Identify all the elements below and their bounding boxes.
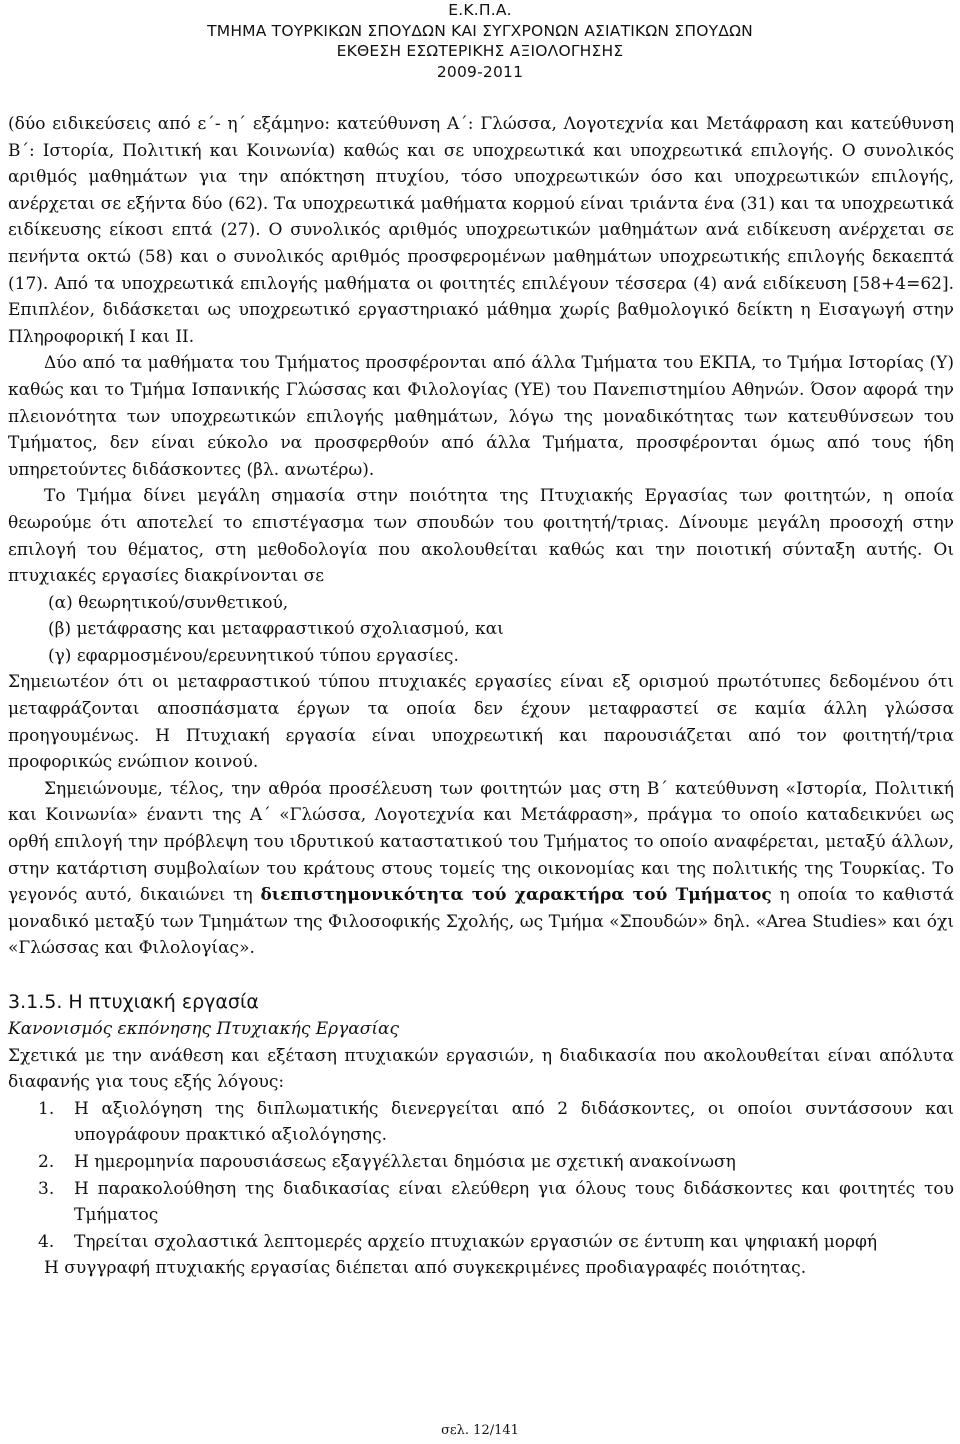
paragraph-external-courses: Δύο από τα μαθήματα του Τμήματος προσφέρονται από άλλα Τμήματα του ΕΚΠΑ, το Τμήμα Ιστορίας (Υ) καθώς και το Τμήμα Ισπανικής Γλώσσας και Φιλολογίας (ΥΕ) του Πανεπιστημίου Αθηνών. Όσον αφορά την πλειονότητα των υποχρεωτικών επιλογής μαθημάτων, λόγω της μοναδικότητας των κατευθύνσεων του Τμήματος, δεν είναι εύκολο να προσφερθούν από άλλα Τμήματα, προσφέρονται όμως από τους ήδη υπηρετούντες διδάσκοντες (βλ. ανωτέρω). bbox=[8, 353, 954, 480]
list-number: 1. bbox=[38, 1098, 55, 1119]
page-number: σελ. 12/141 bbox=[441, 1423, 519, 1438]
thesis-type-a: (α) θεωρητικού/συνθετικού, bbox=[48, 592, 289, 613]
section-subheading: Κανονισμός εκπόνησης Πτυχιακής Εργασίας bbox=[8, 1019, 400, 1039]
paragraph-interdisciplinarity bbox=[8, 776, 954, 962]
page-header bbox=[0, 0, 960, 82]
p5-start: Σημειώνουμε, τέλος, την αθρόα προσέλευση των φοιτητών μας στη Β΄ κατεύθυνση «Ιστορία, Πολιτική και Κοινωνία» έναντι της Α΄ «Γλώσσα, Λογοτεχνία και Μετάφραση», πράγμα το οποίο καταδεικνύει ως ορθή επιλογή την πρόβλεψη του ιδρυτικού καταστατικού του Τμήματος το οποίο αναφέρεται, μεταξύ άλλων, στην κατάρτιση συμβολαίων του κράτους στους τομείς της οικονομίας και της πολιτικής της Τουρκίας. Το γεγονός αυτό, δικαιώνει τη bbox=[8, 778, 954, 906]
list-number: 4. bbox=[38, 1231, 55, 1252]
section-heading: 3.1.5. Η πτυχιακή εργασία bbox=[8, 991, 259, 1013]
header-report-title: ΕΚΘΕΣΗ ΕΣΩΤΕΡΙΚΗΣ ΑΞΙΟΛΟΓΗΣΗΣ bbox=[336, 42, 624, 60]
document-body bbox=[8, 111, 954, 1282]
reasons-list bbox=[8, 1096, 954, 1256]
p5-bold-emphasis: διεπιστημονικότητα τού χαρακτήρα τού Τμήματος bbox=[260, 885, 772, 906]
list-number: 3. bbox=[38, 1178, 55, 1199]
list-item bbox=[8, 1229, 954, 1256]
list-item bbox=[8, 1176, 954, 1229]
header-period: 2009-2011 bbox=[436, 62, 524, 81]
paragraph-transparency: Σχετικά με την ανάθεση και εξέταση πτυχιακών εργασιών, η διαδικασία που ακολουθείται είναι απόλυτα διαφανής για τους εξής λόγους: bbox=[8, 1045, 954, 1093]
header-university: Ε.Κ.Π.Α. bbox=[448, 1, 512, 19]
list-text: Η αξιολόγηση της διπλωματικής διενεργείται από 2 διδάσκοντες, οι οποίοι συντάσσουν και υπογράφουν πρακτικό αξιολόγησης. bbox=[74, 1098, 954, 1146]
paragraph-curriculum: (δύο ειδικεύσεις από ε΄- η΄ εξάμηνο: κατεύθυνση Α΄: Γλώσσα, Λογοτεχνία και Μετάφραση και κατεύθυνση Β΄: Ιστορία, Πολιτική και Κοινωνία) καθώς και σε υποχρεωτικά και υποχρεωτικά επιλογής. Ο συνολικός αριθμός μαθημάτων για την απόκτηση πτυχίου, τόσο υποχρεωτικών όσο και υποχρεωτικών επιλογής, ανέρχεται σε εξήντα δύο (62). Τα υποχρεωτικά μαθήματα κορμού είναι τριάντα ένα (31) και τα υποχρεωτικά ειδίκευσης είκοσι επτά (27). Ο συνολικός αριθμός υποχρεωτικών μαθημάτων ανά ειδίκευση ανέρχεται σε πενήντα οκτώ (58) και ο συνολικός αριθμός προσφερομένων μαθημάτων υποχρεωτικής επιλογής δεκαεπτά (17). Από τα υποχρεωτικά επιλογής μαθήματα οι φοιτητές επιλέγουν τέσσερα (4) ανά ειδίκευση [58+4=62]. Επιπλέον, διδάσκεται ως υποχρεωτικό εργαστηριακό μάθημα χωρίς βαθμολογικό δείκτη η Εισαγωγή στην Πληροφορική Ι και ΙΙ. bbox=[8, 114, 954, 347]
paragraph-translation-theses: Σημειωτέον ότι οι μεταφραστικού τύπου πτυχιακές εργασίες είναι εξ ορισμού πρωτότυπες δεδομένου ότι μεταφράζονται αποσπάσματα έργων τα οποία δεν έχουν μεταφραστεί σε καμία άλλη γλώσσα προηγουμένως. Η Πτυχιακή εργασία είναι υποχρεωτική και παρουσιάζεται από τον φοιτητή/τρια προφορικώς ενώπιον κοινού. bbox=[8, 672, 954, 773]
list-text: Τηρείται σχολαστικά λεπτομερές αρχείο πτυχιακών εργασιών σε έντυπη και ψηφιακή μορφή bbox=[74, 1231, 878, 1252]
thesis-type-c: (γ) εφαρμοσμένου/ερευνητικού τύπου εργασίες. bbox=[48, 645, 459, 666]
list-item bbox=[8, 1149, 954, 1176]
p5-end: η οποία το καθιστά μοναδικό μεταξύ των Τμημάτων της Φιλοσοφικής Σχολής, ως Τμήμα «Σπουδών» δηλ. «Area Studies» και όχι «Γλώσσας και Φιλολογίας». bbox=[8, 885, 955, 959]
list-text: Η ημερομηνία παρουσιάσεως εξαγγέλλεται δημόσια με σχετική ανακοίνωση bbox=[74, 1151, 736, 1172]
paragraph-thesis-importance: Το Τμήμα δίνει μεγάλη σημασία στην ποιότητα της Πτυχιακής Εργασίας των φοιτητών, η οποία θεωρούμε ότι αποτελεί το επιστέγασμα των σπουδών του φοιτητή/τριας. Δίνουμε μεγάλη προσοχή στην επιλογή του θέματος, στη μεθοδολογία που ακολουθείται καθώς και την ποιοτική σύνταξη αυτής. Οι πτυχιακές εργασίες διακρίνονται σε bbox=[8, 486, 954, 587]
header-department: ΤΜΗΜΑ ΤΟΥΡΚΙΚΩΝ ΣΠΟΥΔΩΝ ΚΑΙ ΣΥΓΧΡΟΝΩΝ ΑΣΙΑΤΙΚΩΝ ΣΠΟΥΔΩΝ bbox=[207, 21, 753, 40]
paragraph-specifications: Η συγγραφή πτυχιακής εργασίας διέπεται από συγκεκριμένες προδιαγραφές ποιότητας. bbox=[44, 1258, 807, 1279]
thesis-type-b: (β) μετάφρασης και μεταφραστικού σχολιασμού, και bbox=[48, 619, 504, 640]
list-number: 2. bbox=[38, 1151, 55, 1172]
list-text: Η παρακολούθηση της διαδικασίας είναι ελεύθερη για όλους τους διδάσκοντες και φοιτητές του Τμήματος bbox=[74, 1178, 954, 1226]
list-item bbox=[8, 1096, 954, 1149]
